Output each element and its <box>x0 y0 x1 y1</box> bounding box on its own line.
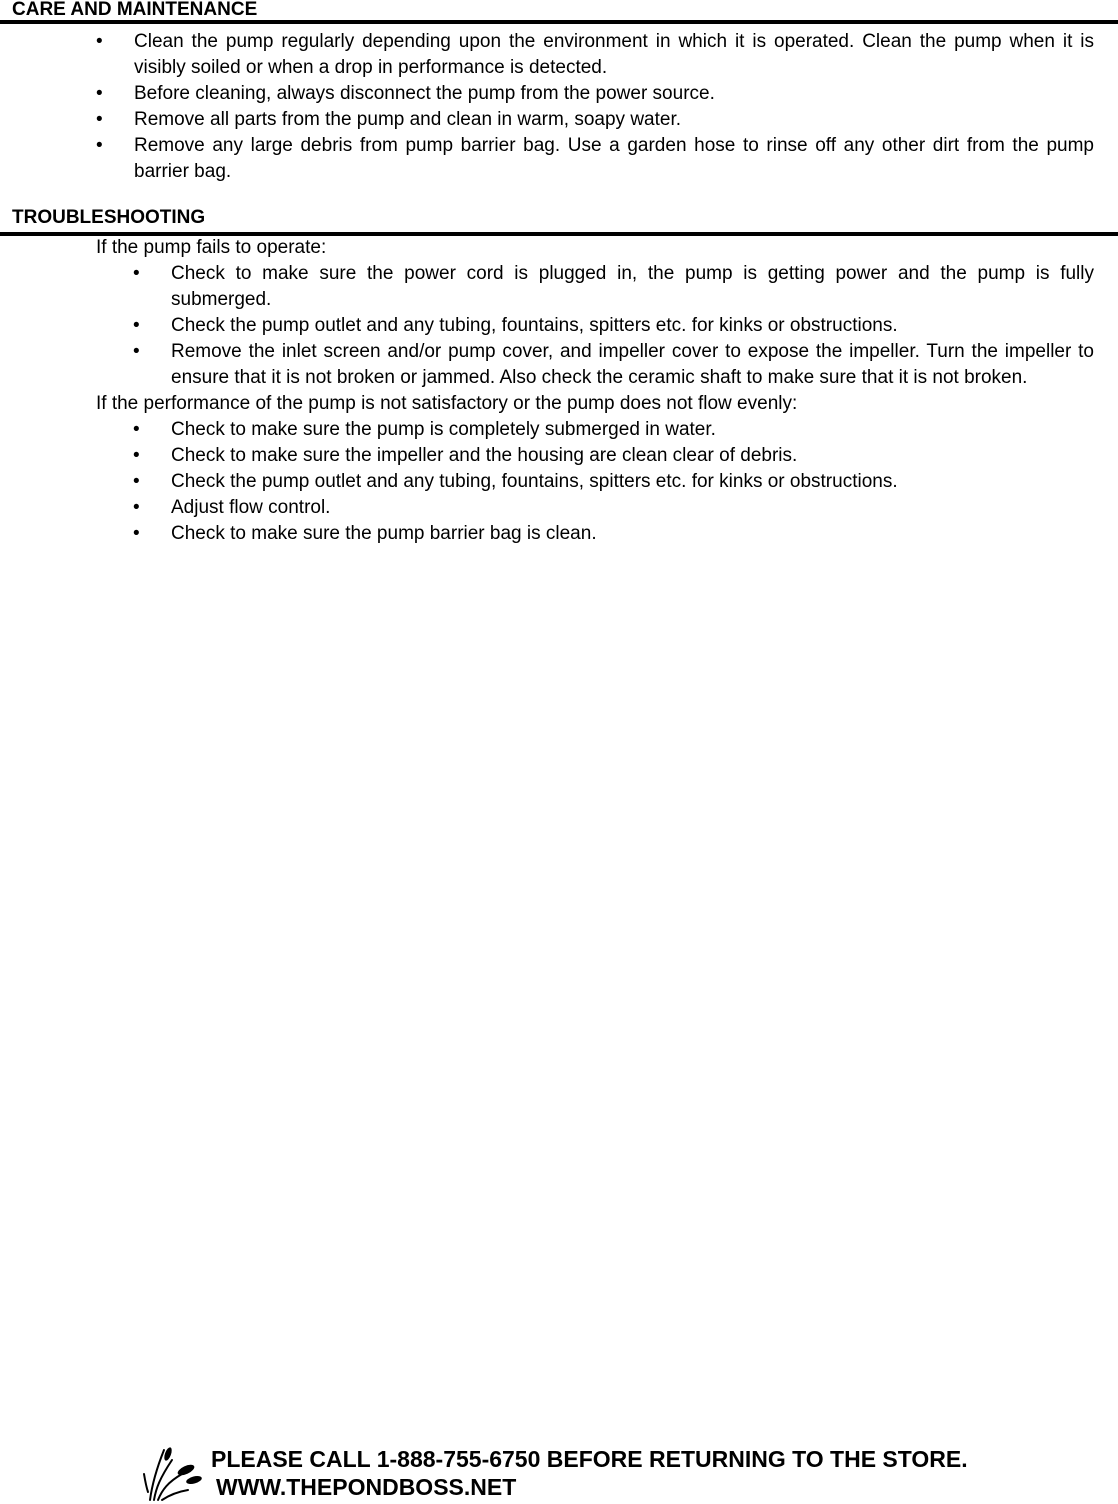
bullet: • <box>133 419 140 440</box>
list-item: • Remove the inlet screen and/or pump cover, and impeller cover to expose the impeller. Turn the impeller to ensure that it is not broken or jammed. Also check the ceramic shaft to make sure that it is not broken. <box>133 341 1094 388</box>
bullet: • <box>96 135 103 156</box>
list-item: • Before cleaning, always disconnect the pump from the power source. <box>96 81 1094 107</box>
list-item: • Remove all parts from the pump and clean in warm, soapy water. <box>96 107 1094 133</box>
care-heading: CARE AND MAINTENANCE <box>12 0 258 20</box>
performance-list <box>133 417 1094 547</box>
troubleshooting-heading: TROUBLESHOOTING <box>12 207 206 228</box>
care-heading-rule <box>0 20 1118 24</box>
list-item: • Clean the pump regularly depending upon the environment in which it is operated. Clean the pump when it is visibly soiled or when a drop in performance is detected. <box>96 31 1094 78</box>
bullet: • <box>133 523 140 544</box>
bullet: • <box>133 315 140 336</box>
bullet: • <box>133 341 140 362</box>
footer-web-line: WWW.THEPONDBOSS.NET <box>216 1474 517 1500</box>
footer-call-line: PLEASE CALL 1-888-755-6750 BEFORE RETURNING TO THE STORE. <box>211 1446 968 1472</box>
performance-intro: If the performance of the pump is not satisfactory or the pump does not flow evenly: <box>96 393 798 414</box>
bullet: • <box>133 497 140 518</box>
list-item: • Check to make sure the impeller and the housing are clean clear of debris. <box>133 443 1094 469</box>
bullet: • <box>96 109 103 130</box>
list-item: • Remove any large debris from pump barrier bag. Use a garden hose to rinse off any other dirt from the pump barrier bag. <box>96 135 1094 182</box>
fails-section <box>96 235 1094 547</box>
list-item: • Check the pump outlet and any tubing, fountains, spitters etc. for kinks or obstructions. <box>133 469 1094 495</box>
bullet: • <box>133 471 140 492</box>
cattail-logo-icon <box>142 1440 204 1502</box>
list-item: • Check to make sure the pump barrier bag is clean. <box>133 521 1094 547</box>
bullet: • <box>96 83 103 104</box>
bullet: • <box>133 445 140 466</box>
list-item: • Check the pump outlet and any tubing, fountains, spitters etc. for kinks or obstructions. <box>133 313 1094 339</box>
fails-intro: If the pump fails to operate: <box>96 237 327 258</box>
list-item: • Adjust flow control. <box>133 495 1094 521</box>
list-item: • Check to make sure the power cord is plugged in, the pump is getting power and the pump is fully submerged. <box>133 263 1094 310</box>
fails-list <box>133 261 1094 391</box>
bullet: • <box>133 263 140 284</box>
care-list <box>96 29 1094 185</box>
bullet: • <box>96 31 103 52</box>
list-item: • Check to make sure the pump is completely submerged in water. <box>133 417 1094 443</box>
